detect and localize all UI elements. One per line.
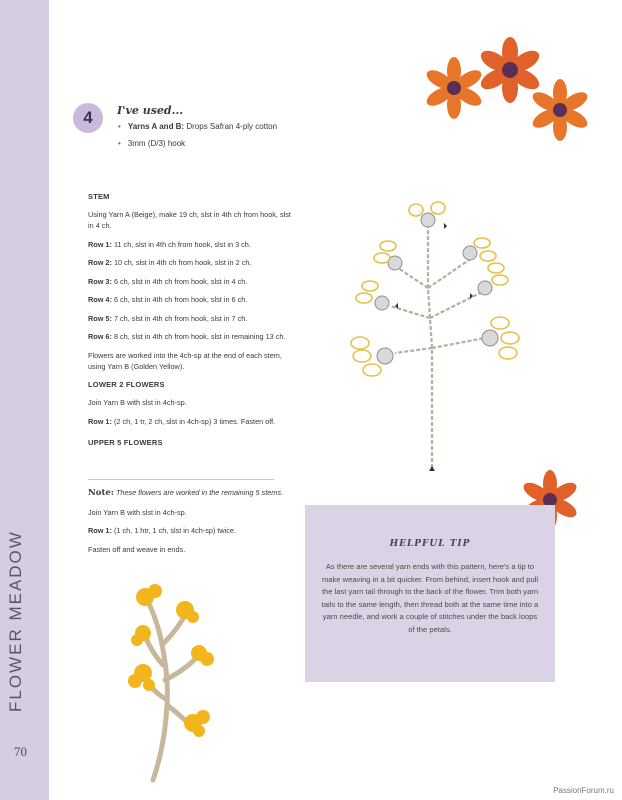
stem-row-1 bbox=[88, 239, 298, 250]
pattern-column-continued bbox=[88, 487, 288, 562]
upper-row-1 bbox=[88, 525, 288, 536]
row-text: 8 ch, slst in 4th ch from hook, slst in remaining 13 ch. bbox=[111, 332, 286, 341]
page-number: 70 bbox=[14, 744, 27, 759]
row-label: Row 6: bbox=[88, 332, 112, 341]
upper-finish: Fasten off and weave in ends. bbox=[88, 544, 186, 554]
helpful-tip-box bbox=[305, 505, 555, 682]
row-label: Row 4: bbox=[88, 295, 112, 304]
materials-item-yarn bbox=[118, 122, 277, 131]
stem-row-5 bbox=[88, 313, 298, 324]
lower-join: Join Yarn B with slst in 4ch-sp. bbox=[88, 398, 187, 407]
yarn-text: Drops Safran 4-ply cotton bbox=[184, 122, 278, 131]
upper-join: Join Yarn B with slst in 4ch-sp. bbox=[88, 507, 187, 517]
materials-list bbox=[118, 122, 277, 156]
stem-heading: STEM bbox=[88, 192, 110, 201]
divider bbox=[88, 479, 274, 480]
step-number-badge: 4 bbox=[73, 103, 103, 133]
tip-body: As there are several yarn ends with this pattern, here's a tip to make weaving in a bit quicker. From behind, insert hook and pull the last yarn tail through to the back of the flower. Trim both yarn tails to the same length, then thread both at the same time into a yarn needle, and work a couple of stitches under the back loops of the petals. bbox=[321, 562, 539, 634]
materials-item-hook bbox=[118, 139, 277, 148]
yellow-flower-stem-photo bbox=[125, 585, 235, 785]
materials-title: I've used... bbox=[117, 104, 184, 117]
row-text: 10 ch, slst in 4th ch from hook, slst in 2 ch. bbox=[111, 258, 252, 267]
hook-text: 3mm (D/3) hook bbox=[127, 139, 186, 148]
row-text: 6 ch, slst in 4th ch from hook, slst in 6 ch. bbox=[111, 295, 248, 304]
orange-flowers-photo bbox=[420, 40, 590, 150]
yarn-label: Yarns A and B: bbox=[127, 122, 185, 131]
row-label: Row 1: bbox=[88, 416, 112, 426]
row-label: Row 5: bbox=[88, 313, 112, 323]
row-text: 6 ch, slst in 4th ch from hook, slst in 4 ch. bbox=[111, 276, 248, 286]
row-label: Row 1: bbox=[88, 239, 112, 249]
note bbox=[88, 487, 288, 499]
row-label: Row 2: bbox=[88, 258, 112, 267]
row-text: (1 ch, 1 htr, 1 ch, slst in 4ch-sp) twice. bbox=[111, 526, 237, 535]
stem-row-4 bbox=[88, 294, 298, 305]
row-label: Row 3: bbox=[88, 276, 112, 286]
watermark: PassionForum.ru bbox=[553, 786, 614, 795]
upper-flowers-heading: UPPER 5 FLOWERS bbox=[88, 437, 163, 447]
stem-intro: Using Yarn A (Beige), make 19 ch, slst in 4th ch from hook, slst in 4 ch. bbox=[88, 210, 291, 230]
stem-row-3 bbox=[88, 276, 298, 287]
note-text: These flowers are worked in the remaining 5 stems. bbox=[113, 488, 284, 497]
tip-title: HELPFUL TIP bbox=[389, 539, 471, 549]
crochet-stitch-diagram bbox=[340, 198, 510, 473]
row-text: 11 ch, slst in 4th ch from hook, slst in 3 ch. bbox=[111, 239, 251, 249]
stem-outro: Flowers are worked into the 4ch-sp at the end of each stem, using Yarn B (Golden Yellow). bbox=[88, 350, 282, 371]
row-text: 7 ch, slst in 4th ch from hook, slst in 7 ch. bbox=[111, 313, 248, 323]
stem-row-2 bbox=[88, 257, 298, 268]
note-label: Note: bbox=[88, 488, 114, 498]
lower-row-1 bbox=[88, 416, 298, 427]
lower-flowers-heading: LOWER 2 FLOWERS bbox=[88, 380, 165, 389]
row-label: Row 1: bbox=[88, 526, 112, 535]
pattern-column bbox=[88, 191, 298, 455]
row-text: (2 ch, 1 tr, 2 ch, slst in 4ch-sp) 3 times. Fasten off. bbox=[111, 416, 276, 426]
stem-row-6 bbox=[88, 331, 298, 342]
